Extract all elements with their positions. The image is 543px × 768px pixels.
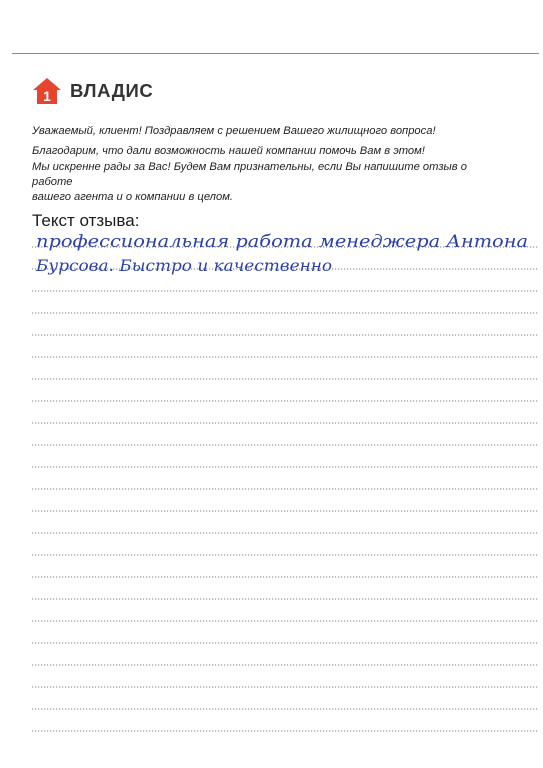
thanks-line-3: вашего агента и о компании в целом.	[32, 191, 233, 204]
thanks-line-2: Мы искренне рады за Вас! Будем Вам признательны, если Вы напишите отзыв о работе	[32, 160, 467, 188]
logo-digit: 1	[43, 88, 51, 104]
top-divider	[12, 53, 539, 54]
handwriting-svg	[32, 222, 538, 282]
company-logo	[32, 76, 153, 106]
house-logo-icon	[32, 76, 62, 106]
review-title: Текст отзыва:	[32, 211, 140, 230]
ruled-lines	[32, 242, 538, 762]
intro-text	[32, 124, 502, 205]
greeting-line: Уважаемый, клиент! Поздравляем с решением Вашего жилищного вопроса!	[32, 125, 436, 137]
handwritten-review	[32, 222, 538, 282]
handwritten-line-2: Бурсова. Быстро и качественно	[34, 256, 333, 275]
thanks-line-1: Благодарим, что дали возможность нашей компании помочь Вам в этом!	[32, 145, 425, 158]
ruled-lines-svg	[32, 242, 538, 762]
brand-name: ВЛАДИС	[70, 80, 154, 101]
handwritten-line-1: профессиональная работа менеджера Антона	[36, 232, 528, 252]
